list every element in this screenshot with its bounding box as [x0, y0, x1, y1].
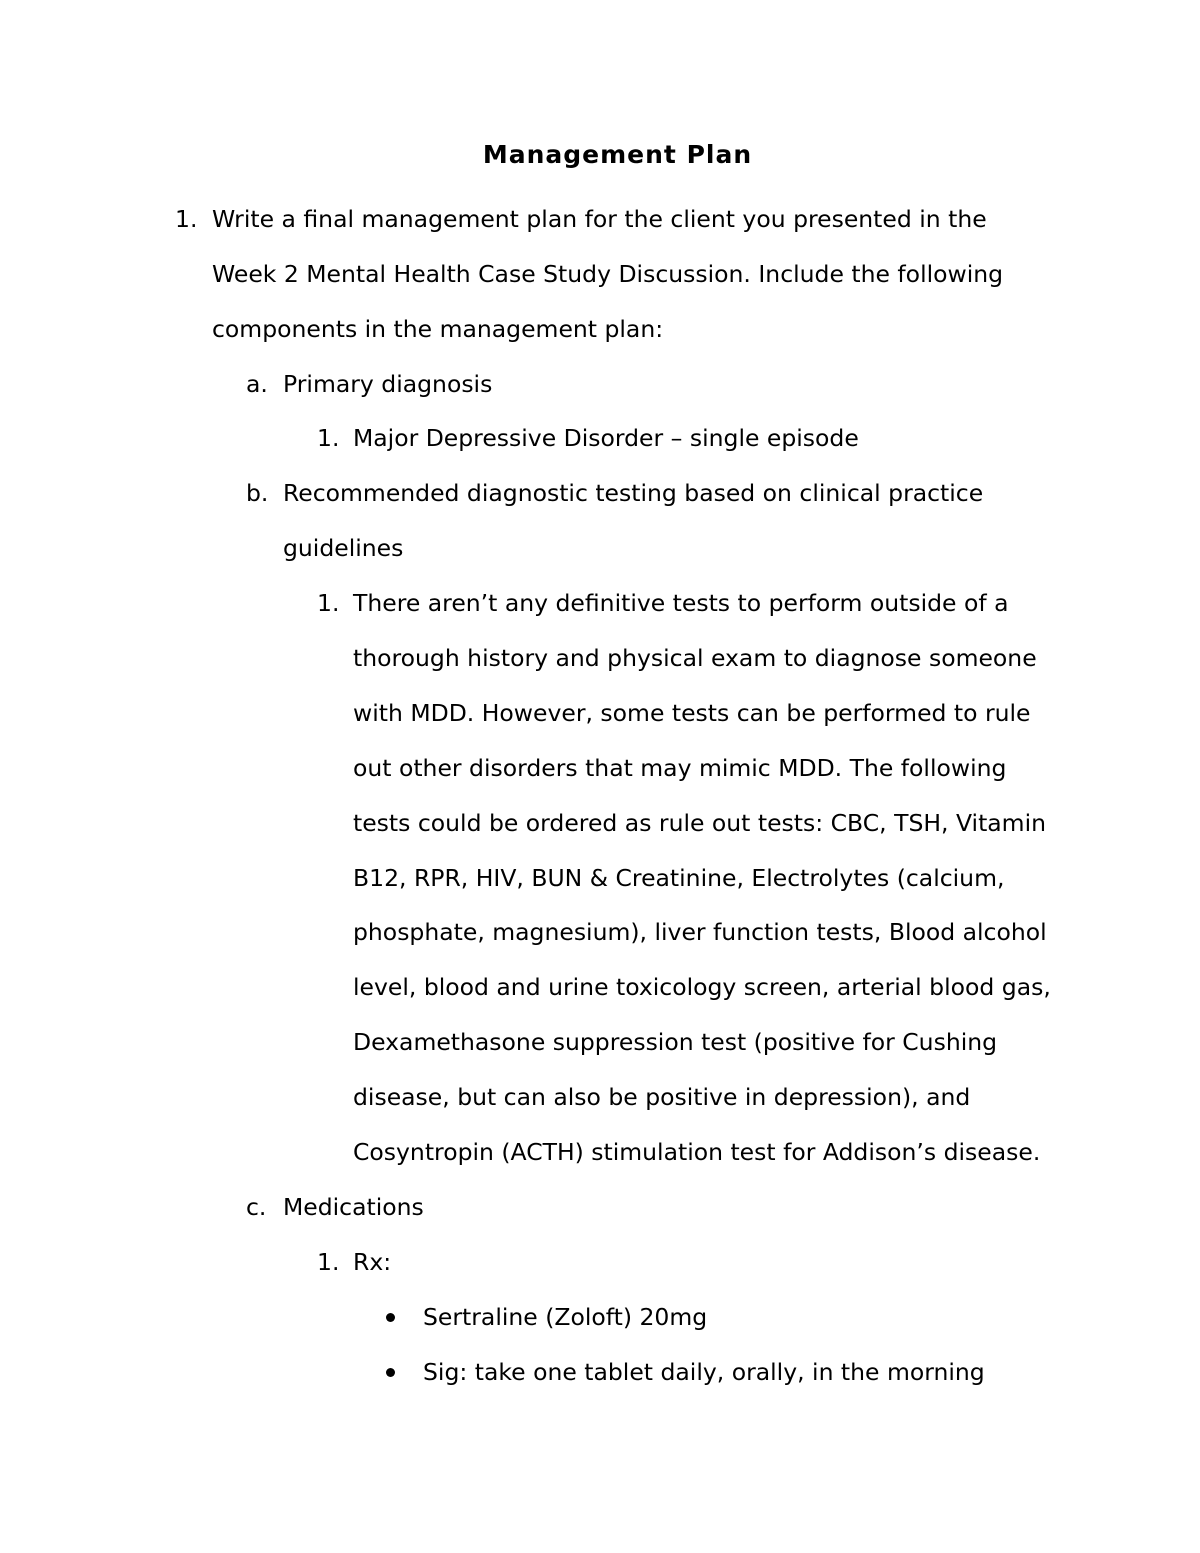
- section-heading: Medications: [283, 1193, 424, 1221]
- bullet-item: Sig: take one tablet daily, orally, in the morning: [423, 1358, 985, 1386]
- list-marker: a.: [246, 370, 268, 398]
- paragraph-line: tests could be ordered as rule out tests: CBC, TSH, Vitamin: [353, 809, 1046, 837]
- paragraph-line: phosphate, magnesium), liver function tests, Blood alcohol: [353, 918, 1047, 946]
- rx-label: Rx:: [353, 1248, 392, 1276]
- paragraph-line: out other disorders that may mimic MDD. The following: [353, 754, 1007, 782]
- section-heading: Recommended diagnostic testing based on clinical practice: [283, 479, 984, 507]
- paragraph-line: with MDD. However, some tests can be performed to rule: [353, 699, 1031, 727]
- paragraph-line: Write a final management plan for the client you presented in the: [212, 205, 987, 233]
- paragraph-line: disease, but can also be positive in depression), and: [353, 1083, 971, 1111]
- paragraph-line: components in the management plan:: [212, 315, 664, 343]
- bullet-icon: [386, 1368, 395, 1377]
- paragraph-line: There aren’t any definitive tests to perform outside of a: [353, 589, 1009, 617]
- diagnosis-text: Major Depressive Disorder – single episode: [353, 424, 859, 452]
- paragraph-line: thorough history and physical exam to diagnose someone: [353, 644, 1037, 672]
- section-heading: guidelines: [283, 534, 404, 562]
- list-marker: c.: [246, 1193, 267, 1221]
- paragraph-line: B12, RPR, HIV, BUN & Creatinine, Electrolytes (calcium,: [353, 864, 1005, 892]
- paragraph-line: Cosyntropin (ACTH) stimulation test for Addison’s disease.: [353, 1138, 1041, 1166]
- list-marker: 1.: [317, 424, 340, 452]
- list-marker: 1.: [317, 1248, 340, 1276]
- paragraph-line: level, blood and urine toxicology screen, arterial blood gas,: [353, 973, 1051, 1001]
- bullet-item: Sertraline (Zoloft) 20mg: [423, 1303, 708, 1331]
- page-title: Management Plan: [482, 140, 753, 169]
- paragraph-line: Dexamethasone suppression test (positive for Cushing: [353, 1028, 998, 1056]
- list-marker: b.: [246, 479, 269, 507]
- list-marker: 1.: [175, 205, 198, 233]
- section-heading: Primary diagnosis: [283, 370, 493, 398]
- list-marker: 1.: [317, 589, 340, 617]
- bullet-icon: [386, 1313, 395, 1322]
- paragraph-line: Week 2 Mental Health Case Study Discussion. Include the following: [212, 260, 1004, 288]
